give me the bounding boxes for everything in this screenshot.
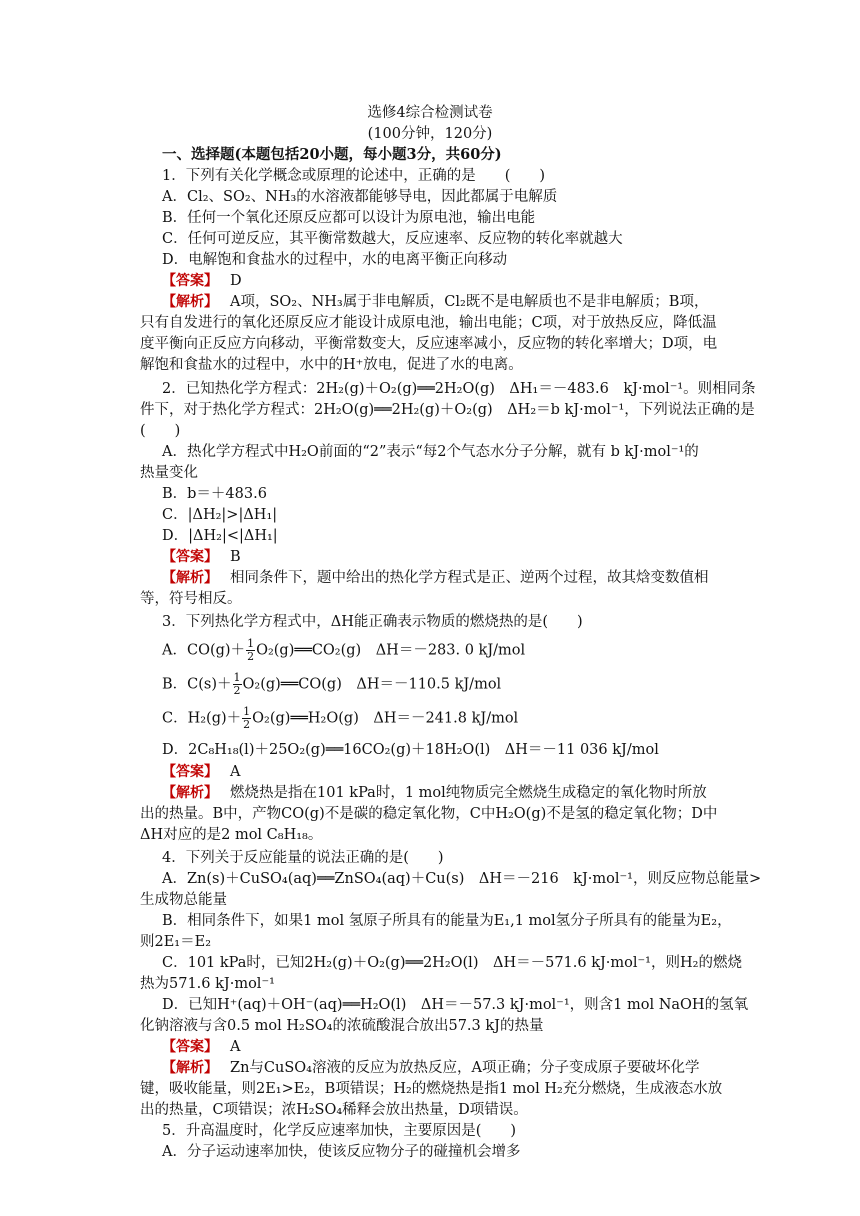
answer-tag: 【答案】 xyxy=(162,1039,218,1055)
q3-option-c: C．H₂(g)＋ $\frac{1}{2}$ O₂(g)══H₂O(g) ΔH＝－241.8 kJ/mol xyxy=(162,705,519,731)
q4-option-d-line-1: D．已知H⁺(aq)＋OH⁻(aq)══H₂O(l) ΔH＝－57.3 kJ·mol⁻¹，则含1 mol NaOH的氢氧 xyxy=(162,997,749,1013)
fraction-half: $\frac{1}{2}$ xyxy=(233,671,241,697)
fraction-half: $\frac{1}{2}$ xyxy=(247,637,255,663)
q3-analysis-line-3: ΔH对应的是2 mol C₈H₁₈。 xyxy=(140,827,323,843)
q3-analysis-line-2: 出的热量。B中，产物CO(g)不是碳的稳定氧化物，C中H₂O(g)不是氢的稳定氧化物；D中 xyxy=(140,806,718,822)
q3-option-d: D．2C₈H₁₈(l)＋25O₂(g)══16CO₂(g)＋18H₂O(l) ΔH＝－11 036 kJ/mol xyxy=(162,742,659,758)
q4-option-c-line-2: 热为571.6 kJ·mol⁻¹ xyxy=(140,976,275,992)
q1-stem: 1．下列有关化学概念或原理的论述中，正确的是 ( ) xyxy=(162,168,546,184)
q2-answer xyxy=(162,547,241,567)
answer-tag: 【答案】 xyxy=(162,273,218,289)
q5-option-a: A．分子运动速率加快，使该反应物分子的碰撞机会增多 xyxy=(162,1144,521,1160)
q2-stem-line-1: 2．已知热化学方程式：2H₂(g)＋O₂(g)══2H₂O(g) ΔH₁＝－483.6 kJ·mol⁻¹。则相同条 xyxy=(162,381,756,397)
q2-analysis-line-1: 【解析】 相同条件下，题中给出的热化学方程式是正、逆两个过程，故其焓变数值相 xyxy=(162,570,709,586)
q1-option-a: A．Cl₂、SO₂、NH₃的水溶液都能够导电，因此都属于电解质 xyxy=(162,189,558,205)
q2-analysis-line-2: 等，符号相反。 xyxy=(140,591,242,607)
q4-option-b-line-1: B．相同条件下，如果1 mol 氢原子所具有的能量为E₁,1 mol氢分子所具有的能量为E₂， xyxy=(162,913,732,929)
q2-option-d: D．|ΔH₂|<|ΔH₁| xyxy=(162,528,278,544)
q2-stem-line-3: ( ) xyxy=(140,423,181,439)
q1-analysis-line-4: 解饱和食盐水的过程中，水中的H⁺放电，促进了水的电离。 xyxy=(140,357,523,373)
q1-option-d: D．电解饱和食盐水的过程中，水的电离平衡正向移动 xyxy=(162,252,508,268)
q2-option-a-line-1: A．热化学方程式中H₂O前面的“2”表示“每2个气态水分子分解，就有 b kJ·mol⁻¹的 xyxy=(162,444,699,460)
q1-analysis-line-3: 度平衡向正反应方向移动，平衡常数变大，反应速率减小，反应物的转化率增大；D项，电 xyxy=(140,336,718,352)
q4-stem: 4．下列关于反应能量的说法正确的是( ) xyxy=(162,850,444,866)
q2-option-c: C．|ΔH₂|>|ΔH₁| xyxy=(162,507,278,523)
q2-stem-line-2: 件下，对于热化学方程式：2H₂O(g)══2H₂(g)＋O₂(g) ΔH₂＝b kJ·mol⁻¹，下列说法正确的是 xyxy=(140,402,755,418)
q4-option-b-line-2: 则2E₁＝E₂ xyxy=(140,934,212,950)
q1-analysis-line-2: 只有自发进行的氧化还原反应才能设计成原电池，输出电能；C项，对于放热反应，降低温 xyxy=(140,315,717,331)
answer-tag: 【答案】 xyxy=(162,549,218,565)
q4-answer xyxy=(162,1037,240,1057)
q4-option-c-line-1: C．101 kPa时，已知2H₂(g)＋O₂(g)══2H₂O(l) ΔH＝－571.6 kJ·mol⁻¹，则H₂的燃烧 xyxy=(162,955,742,971)
q3-stem: 3．下列热化学方程式中，ΔH能正确表示物质的燃烧热的是( ) xyxy=(162,614,583,630)
q4-analysis-line-1: 【解析】 Zn与CuSO₄溶液的反应为放热反应，A项正确；分子变成原子要破坏化学 xyxy=(162,1060,700,1076)
section-heading: 一、选择题(本题包括20小题，每小题3分，共60分) xyxy=(162,146,502,163)
q2-option-b: B．b＝＋483.6 xyxy=(162,486,267,502)
q4-option-a-line-2: 生成物总能量 xyxy=(140,892,227,908)
q3-option-b: B．C(s)＋ $\frac{1}{2}$ O₂(g)══CO(g) ΔH＝－110.5 kJ/mol xyxy=(162,671,502,697)
q4-option-d-line-2: 化钠溶液与含0.5 mol H₂SO₄的浓硫酸混合放出57.3 kJ的热量 xyxy=(140,1018,544,1034)
q1-option-b: B．任何一个氧化还原反应都可以设计为原电池，输出电能 xyxy=(162,210,536,226)
q3-analysis-line-1: 【解析】 燃烧热是指在101 kPa时，1 mol纯物质完全燃烧生成稳定的氧化物时所放 xyxy=(162,785,707,801)
q1-analysis-line-1: 【解析】 A项，SO₂、NH₃属于非电解质，Cl₂既不是电解质也不是非电解质；B项， xyxy=(162,294,709,310)
q3-option-a: A．CO(g)＋ $\frac{1}{2}$ O₂(g)══CO₂(g) ΔH＝－283. 0 kJ/mol xyxy=(162,637,526,663)
q4-analysis-line-2: 键，吸收能量，则2E₁>E₂，B项错误；H₂的燃烧热是指1 mol H₂充分燃烧，生成液态水放 xyxy=(140,1081,723,1097)
q1-option-c: C．任何可逆反应，其平衡常数越大，反应速率、反应物的转化率就越大 xyxy=(162,231,623,247)
document-subtitle: (100分钟，120分) xyxy=(367,126,493,142)
analysis-tag: 【解析】 xyxy=(162,785,218,801)
fraction-half: $\frac{1}{2}$ xyxy=(243,705,251,731)
q1-answer-value: D xyxy=(230,273,242,289)
q4-option-a-line-1: A．Zn(s)＋CuSO₄(aq)══ZnSO₄(aq)＋Cu(s) ΔH＝－216 kJ·mol⁻¹，则反应物总能量> xyxy=(162,871,762,887)
q5-stem: 5．升高温度时，化学反应速率加快，主要原因是( ) xyxy=(162,1123,517,1139)
document-title: 选修4综合检测试卷 xyxy=(367,105,493,121)
answer-tag: 【答案】 xyxy=(162,764,218,780)
q4-analysis-line-3: 出的热量，C项错误；浓H₂SO₄稀释会放出热量，D项错误。 xyxy=(140,1102,528,1118)
q3-answer-value: A xyxy=(230,764,241,780)
q2-option-a-line-2: 热量变化 xyxy=(140,465,198,481)
q2-answer-value: B xyxy=(230,549,241,565)
q1-answer xyxy=(162,271,242,291)
analysis-tag: 【解析】 xyxy=(162,1060,218,1076)
q4-answer-value: A xyxy=(230,1039,241,1055)
analysis-tag: 【解析】 xyxy=(162,294,218,310)
analysis-tag: 【解析】 xyxy=(162,570,218,586)
q3-answer xyxy=(162,762,240,782)
